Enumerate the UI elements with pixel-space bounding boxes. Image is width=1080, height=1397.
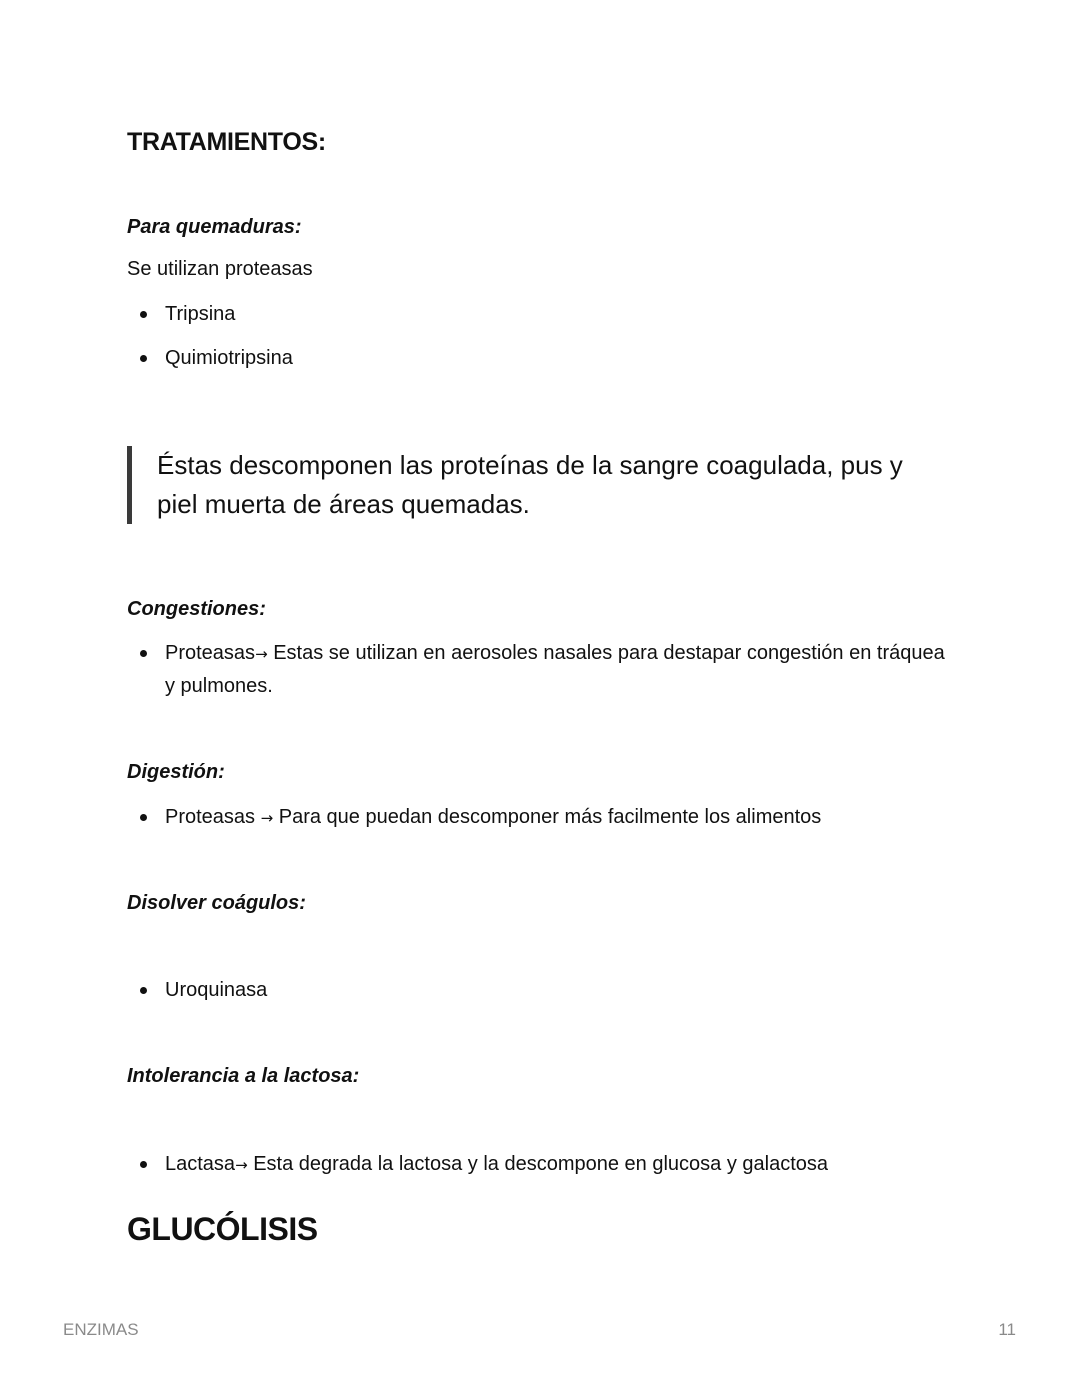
subheading-coagulos: Disolver coágulos: [127, 892, 306, 914]
subheading-lactosa: Intolerancia a la lactosa: [127, 1065, 360, 1087]
subheading-digestion: Digestión: [127, 761, 225, 783]
list-item [127, 1148, 947, 1181]
congestiones-list [127, 637, 947, 702]
list-item-term: Proteasas [165, 642, 256, 664]
coagulos-list [127, 974, 947, 1006]
list-item-text: Uroquinasa [165, 979, 268, 1001]
blockquote-text: Éstas descomponen las proteínas de la sangre coagulada, pus y piel muerta de áreas quemadas. [157, 450, 903, 519]
list-item-text: Esta degrada la lactosa y la descompone en glucosa y galactosa [253, 1153, 829, 1175]
subheading-quemaduras: Para quemaduras: [127, 216, 302, 238]
list-item [127, 801, 947, 834]
list-item-text: Tripsina [165, 303, 236, 325]
list-item-text: Estas se utilizan en aerosoles nasales para destapar congestión en tráquea y pulmones. [165, 642, 945, 697]
lactosa-list [127, 1148, 947, 1181]
footer-document-title: ENZIMAS [63, 1320, 139, 1339]
arrow-right-icon: → [260, 809, 274, 827]
list-item [127, 637, 947, 702]
bullet-icon [140, 814, 147, 821]
subheading-congestiones: Congestiones: [127, 598, 266, 620]
list-item-text: Quimiotripsina [165, 347, 293, 369]
arrow-right-icon: → [235, 1156, 248, 1174]
quemaduras-list [127, 298, 947, 374]
bullet-icon [140, 987, 147, 994]
list-item [127, 298, 947, 330]
list-item-term: Proteasas [165, 806, 261, 828]
list-item-text: Para que puedan descomponer más facilmente los alimentos [278, 806, 822, 828]
heading-tratamientos: TRATAMIENTOS: [127, 128, 326, 156]
list-item [127, 342, 947, 374]
list-item-term: Lactasa [165, 1153, 236, 1175]
bullet-icon [140, 355, 147, 362]
heading-glucolisis: GLUCÓLISIS [127, 1211, 318, 1247]
digestion-list [127, 801, 947, 834]
blockquote [127, 446, 947, 524]
bullet-icon [140, 650, 147, 657]
quemaduras-intro: Se utilizan proteasas [127, 258, 313, 280]
footer-page-number: 11 [998, 1320, 1016, 1339]
bullet-icon [140, 311, 147, 318]
list-item [127, 974, 947, 1006]
arrow-right-icon: → [255, 645, 268, 663]
bullet-icon [140, 1161, 147, 1168]
